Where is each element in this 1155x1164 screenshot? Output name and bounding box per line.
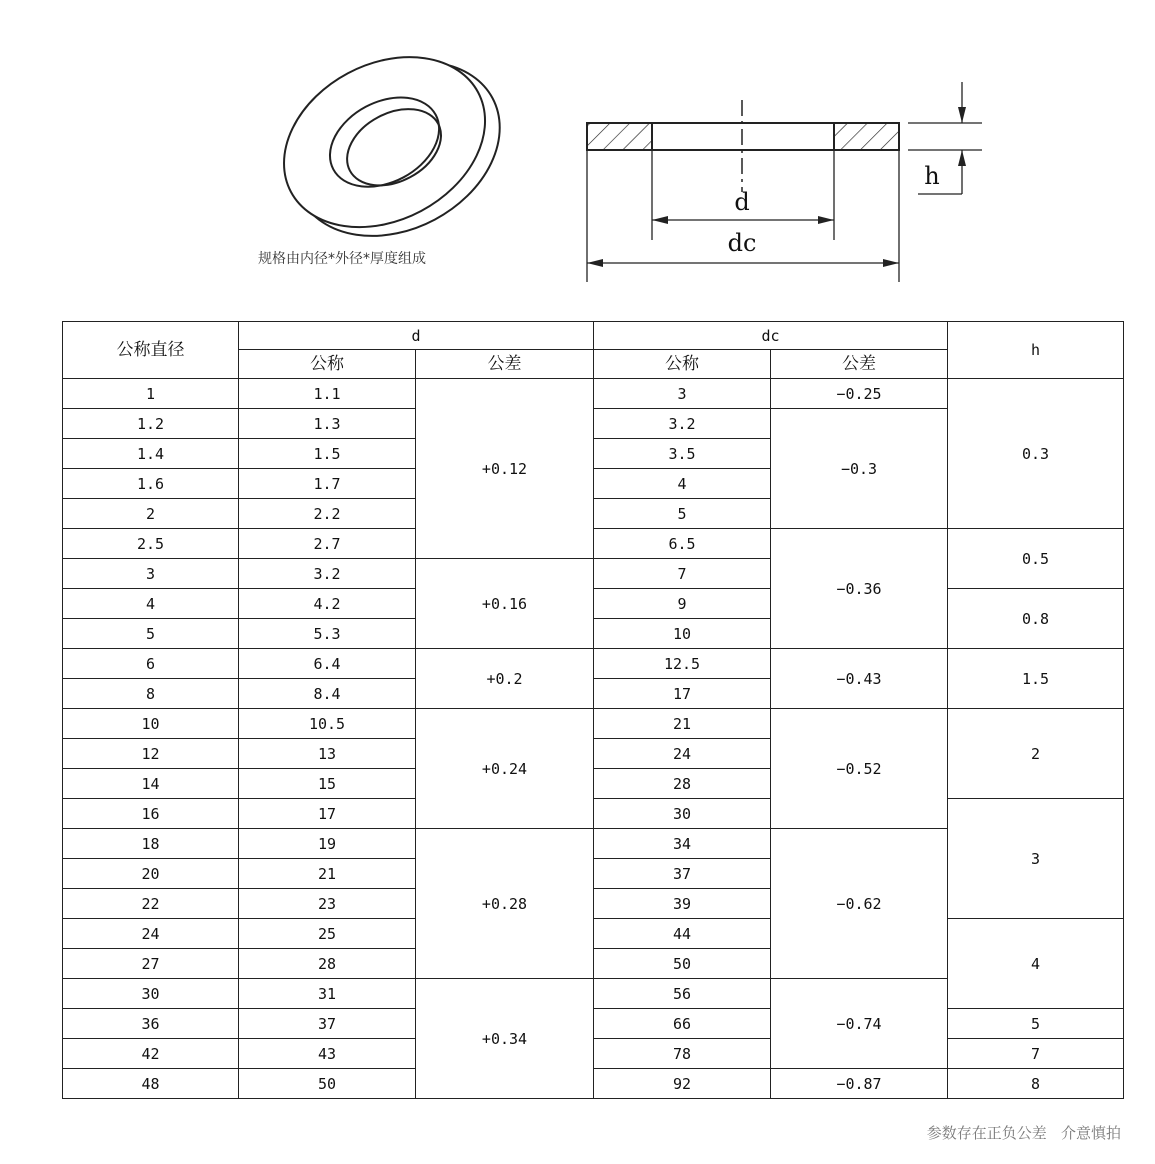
cell-d-tolerance: +0.16 — [416, 559, 594, 649]
cell-dc-nominal: 92 — [594, 1069, 771, 1099]
cell-d-nominal: 10.5 — [239, 709, 416, 739]
washer-section-drawing — [587, 82, 982, 282]
cell-nominal-size: 1.4 — [63, 439, 239, 469]
cell-d-nominal: 21 — [239, 859, 416, 889]
cell-dc-nominal: 24 — [594, 739, 771, 769]
cell-nominal-size: 16 — [63, 799, 239, 829]
cell-d-tolerance: +0.28 — [416, 829, 594, 979]
header-d-tolerance: 公差 — [416, 350, 594, 379]
cell-d-nominal: 8.4 — [239, 679, 416, 709]
cell-d-nominal: 43 — [239, 1039, 416, 1069]
cell-h: 0.5 — [948, 529, 1124, 589]
cell-nominal-size: 36 — [63, 1009, 239, 1039]
cell-nominal-size: 1.2 — [63, 409, 239, 439]
cell-nominal-size: 30 — [63, 979, 239, 1009]
cell-dc-nominal: 12.5 — [594, 649, 771, 679]
cell-d-nominal: 1.1 — [239, 379, 416, 409]
cell-dc-nominal: 5 — [594, 499, 771, 529]
label-dc: dc — [727, 229, 757, 257]
cell-d-nominal: 19 — [239, 829, 416, 859]
cell-nominal-size: 2 — [63, 499, 239, 529]
cell-d-nominal: 15 — [239, 769, 416, 799]
cell-dc-nominal: 28 — [594, 769, 771, 799]
table-body — [63, 379, 1124, 1099]
header-dc-nominal: 公称 — [594, 350, 771, 379]
cell-d-nominal: 13 — [239, 739, 416, 769]
cell-d-nominal: 28 — [239, 949, 416, 979]
cell-h: 2 — [948, 709, 1124, 799]
cell-dc-tolerance: −0.25 — [771, 379, 948, 409]
washer-perspective-icon — [254, 19, 530, 273]
cell-dc-tolerance: −0.74 — [771, 979, 948, 1069]
cell-d-nominal: 50 — [239, 1069, 416, 1099]
cell-d-nominal: 37 — [239, 1009, 416, 1039]
table-row — [63, 1069, 1124, 1099]
cell-nominal-size: 18 — [63, 829, 239, 859]
header-dc-tolerance: 公差 — [771, 350, 948, 379]
cell-dc-nominal: 66 — [594, 1009, 771, 1039]
cell-d-nominal: 4.2 — [239, 589, 416, 619]
cell-d-tolerance: +0.34 — [416, 979, 594, 1099]
cell-h: 8 — [948, 1069, 1124, 1099]
cell-h: 7 — [948, 1039, 1124, 1069]
table-row — [63, 1009, 1124, 1039]
table-row — [63, 799, 1124, 829]
cell-d-tolerance: +0.2 — [416, 649, 594, 709]
cell-d-nominal: 3.2 — [239, 559, 416, 589]
cell-nominal-size: 8 — [63, 679, 239, 709]
cell-d-nominal: 2.7 — [239, 529, 416, 559]
washer-caption: 规格由内径*外径*厚度组成 — [258, 251, 426, 267]
washer-spec-table — [62, 321, 1124, 1099]
cell-nominal-size: 14 — [63, 769, 239, 799]
cell-d-nominal: 5.3 — [239, 619, 416, 649]
cell-nominal-size: 6 — [63, 649, 239, 679]
cell-dc-tolerance: −0.3 — [771, 409, 948, 529]
cell-dc-tolerance: −0.52 — [771, 709, 948, 829]
cell-dc-nominal: 56 — [594, 979, 771, 1009]
cell-d-nominal: 17 — [239, 799, 416, 829]
cell-dc-nominal: 30 — [594, 799, 771, 829]
cell-dc-nominal: 7 — [594, 559, 771, 589]
cell-nominal-size: 12 — [63, 739, 239, 769]
cell-nominal-size: 1.6 — [63, 469, 239, 499]
cell-dc-nominal: 50 — [594, 949, 771, 979]
header-nominal-diameter: 公称直径 — [63, 322, 239, 379]
cell-nominal-size: 42 — [63, 1039, 239, 1069]
header-d-nominal: 公称 — [239, 350, 416, 379]
cell-nominal-size: 1 — [63, 379, 239, 409]
label-h: h — [924, 162, 940, 190]
table-row — [63, 589, 1124, 619]
cell-nominal-size: 10 — [63, 709, 239, 739]
cell-dc-nominal: 39 — [594, 889, 771, 919]
cell-h: 1.5 — [948, 649, 1124, 709]
cell-nominal-size: 5 — [63, 619, 239, 649]
cell-dc-nominal: 3 — [594, 379, 771, 409]
cell-nominal-size: 27 — [63, 949, 239, 979]
cell-nominal-size: 24 — [63, 919, 239, 949]
cell-d-nominal: 1.3 — [239, 409, 416, 439]
cell-dc-nominal: 3.5 — [594, 439, 771, 469]
cell-d-tolerance: +0.12 — [416, 379, 594, 559]
cell-dc-nominal: 44 — [594, 919, 771, 949]
table-row — [63, 649, 1124, 679]
cell-dc-nominal: 6.5 — [594, 529, 771, 559]
cell-d-nominal: 6.4 — [239, 649, 416, 679]
cell-d-nominal: 1.7 — [239, 469, 416, 499]
footer-note: 参数存在正负公差 介意慎拍 — [926, 1124, 1121, 1142]
cell-dc-nominal: 4 — [594, 469, 771, 499]
cell-dc-nominal: 9 — [594, 589, 771, 619]
cell-h: 4 — [948, 919, 1124, 1009]
table-row — [63, 709, 1124, 739]
cell-d-nominal: 25 — [239, 919, 416, 949]
cell-dc-tolerance: −0.43 — [771, 649, 948, 709]
cell-nominal-size: 2.5 — [63, 529, 239, 559]
cell-dc-tolerance: −0.62 — [771, 829, 948, 979]
header-dc: dc — [594, 322, 948, 350]
cell-nominal-size: 3 — [63, 559, 239, 589]
cell-dc-nominal: 17 — [594, 679, 771, 709]
table-row — [63, 379, 1124, 409]
cell-nominal-size: 4 — [63, 589, 239, 619]
cell-d-tolerance: +0.24 — [416, 709, 594, 829]
cell-dc-tolerance: −0.87 — [771, 1069, 948, 1099]
cell-d-nominal: 31 — [239, 979, 416, 1009]
label-d: d — [734, 188, 750, 216]
cell-h: 3 — [948, 799, 1124, 919]
cell-d-nominal: 1.5 — [239, 439, 416, 469]
washer-diagram — [0, 0, 1155, 300]
cell-d-nominal: 23 — [239, 889, 416, 919]
cell-dc-nominal: 21 — [594, 709, 771, 739]
cell-nominal-size: 22 — [63, 889, 239, 919]
cell-h: 0.8 — [948, 589, 1124, 649]
cell-dc-nominal: 3.2 — [594, 409, 771, 439]
cell-dc-nominal: 10 — [594, 619, 771, 649]
header-h: h — [948, 322, 1124, 379]
cell-dc-tolerance: −0.36 — [771, 529, 948, 649]
cell-dc-nominal: 37 — [594, 859, 771, 889]
cell-dc-nominal: 78 — [594, 1039, 771, 1069]
cell-h: 0.3 — [948, 379, 1124, 529]
table-row — [63, 529, 1124, 559]
cell-dc-nominal: 34 — [594, 829, 771, 859]
table-row — [63, 919, 1124, 949]
cell-nominal-size: 48 — [63, 1069, 239, 1099]
cell-h: 5 — [948, 1009, 1124, 1039]
cell-nominal-size: 20 — [63, 859, 239, 889]
cell-d-nominal: 2.2 — [239, 499, 416, 529]
table-row — [63, 1039, 1124, 1069]
header-d: d — [239, 322, 594, 350]
